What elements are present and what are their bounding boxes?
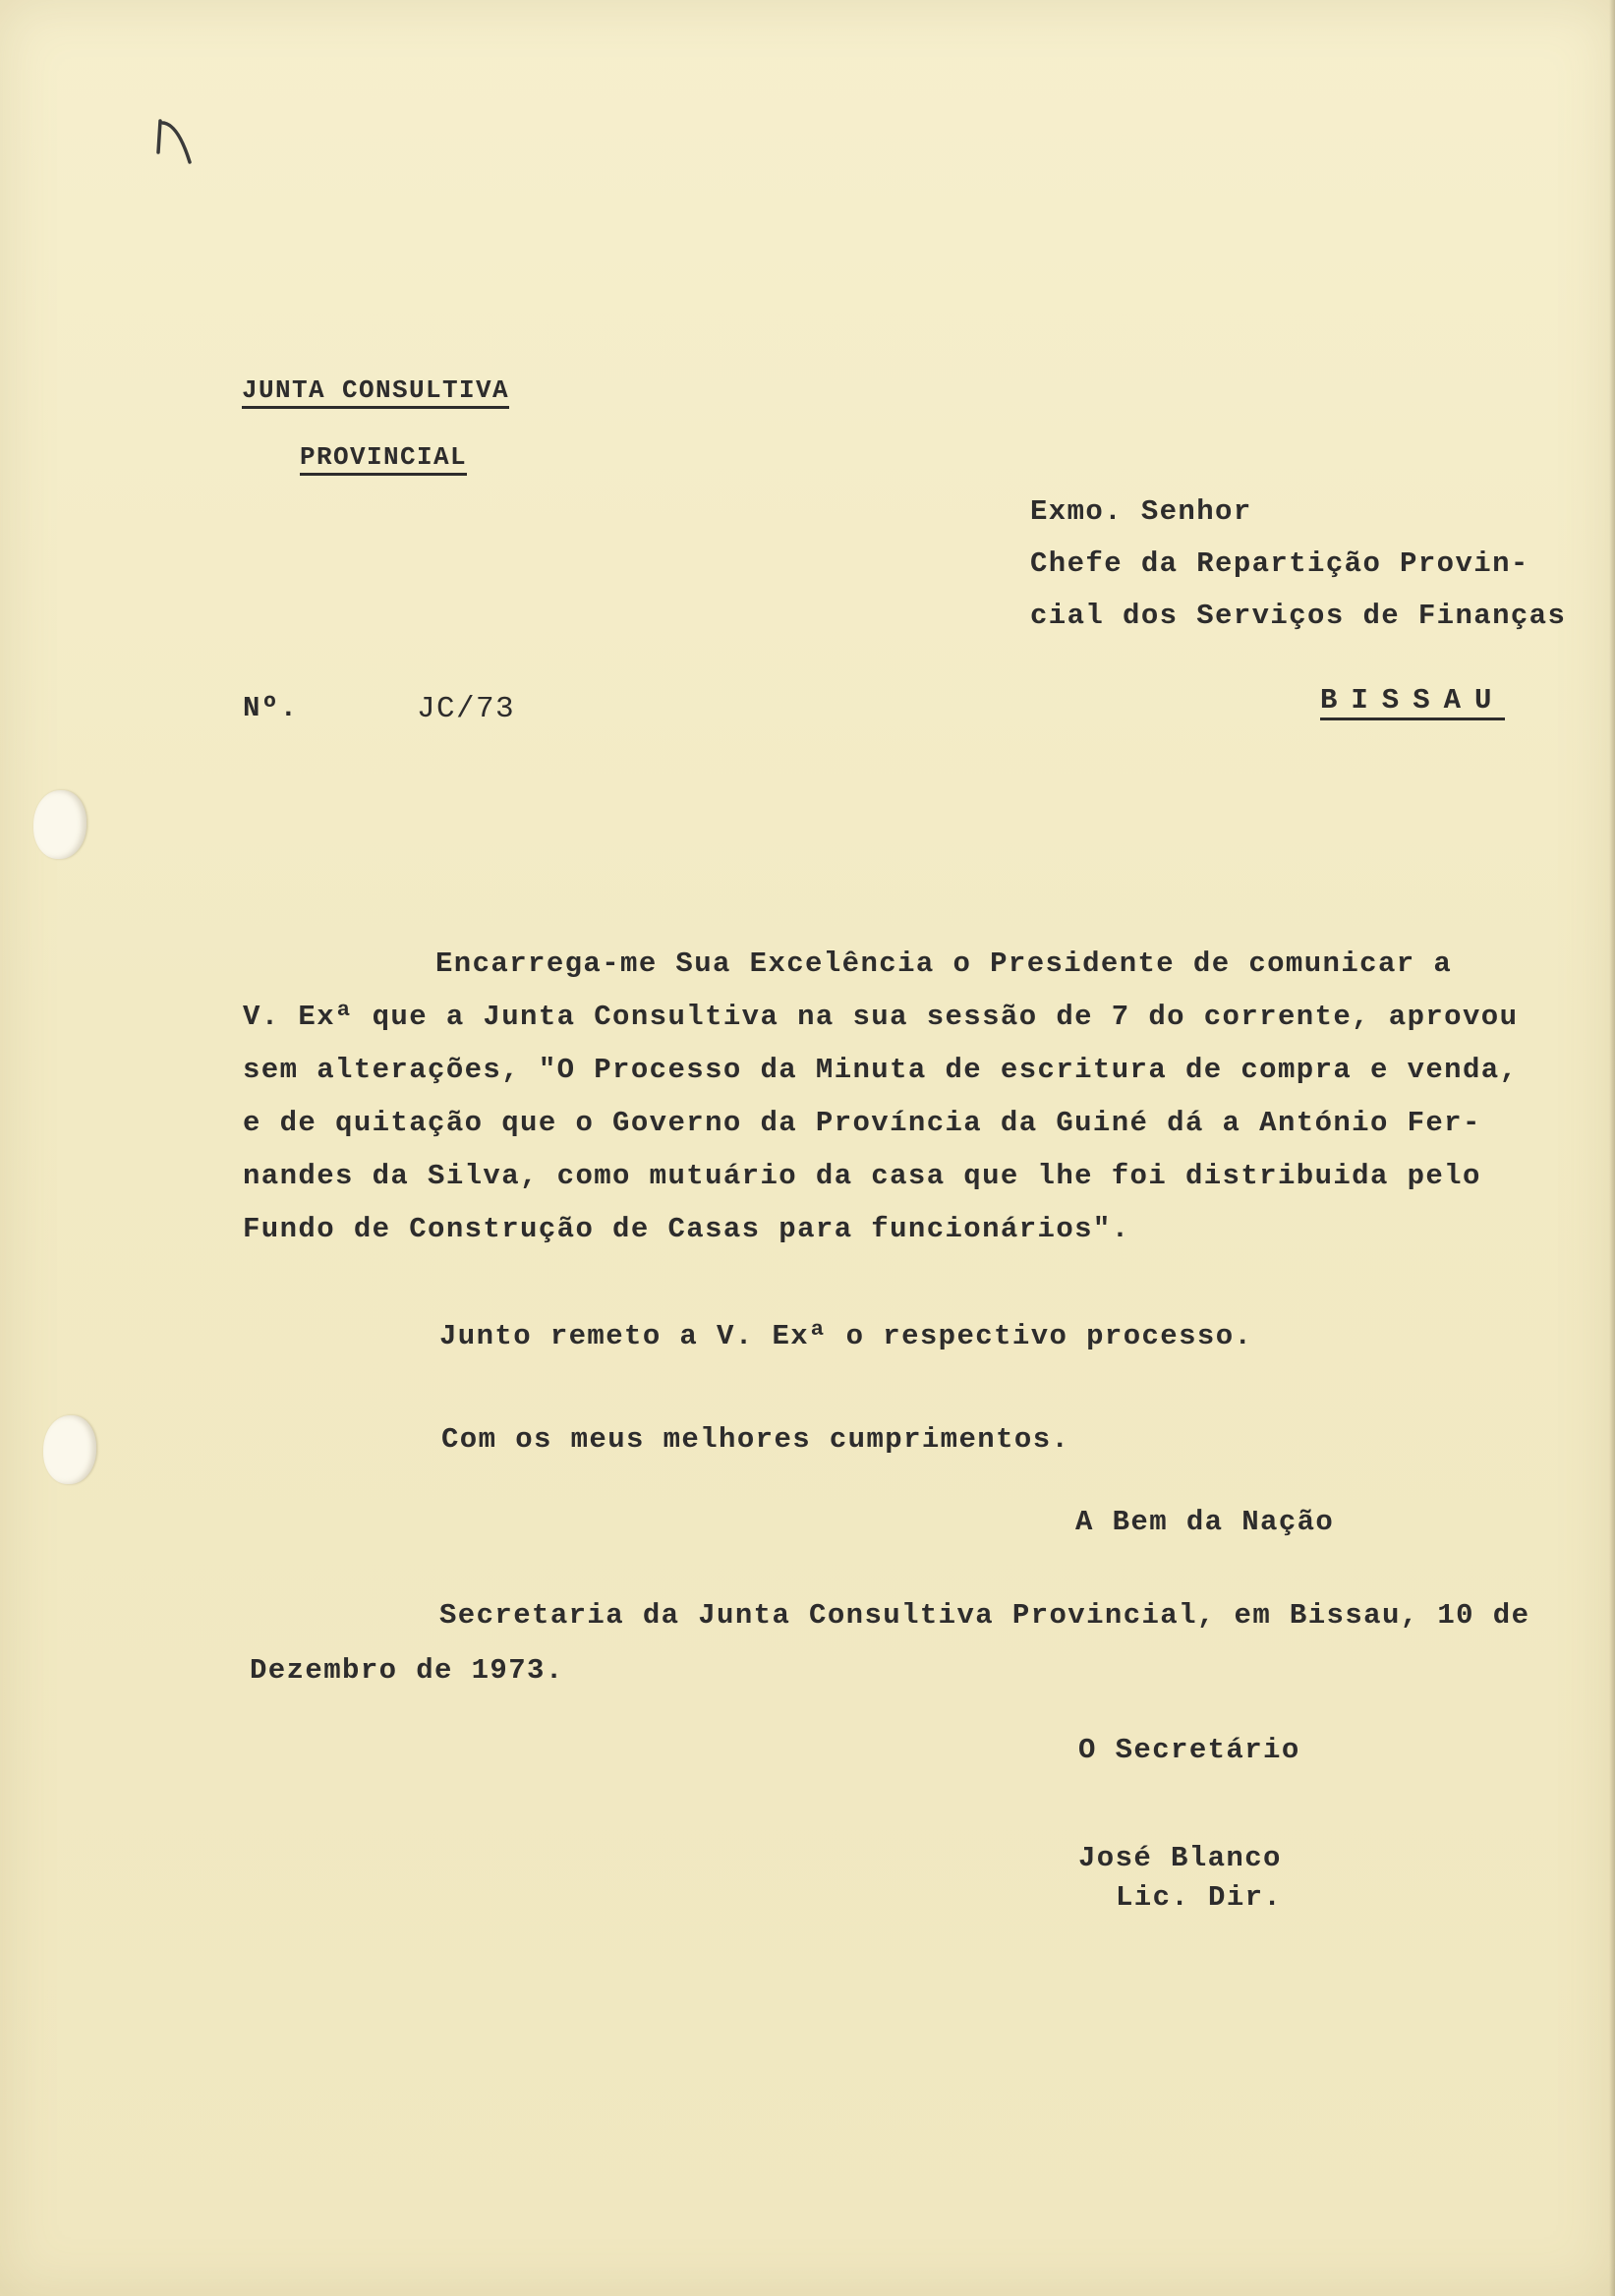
body-line: nandes da Silva, como mutuário da casa que lhe foi distribuida pelo <box>243 1160 1481 1192</box>
body-line: e de quitação que o Governo da Província da Guiné dá a António Fer- <box>243 1107 1481 1139</box>
addressee-line2: cial dos Serviços de Finanças <box>1030 600 1567 632</box>
handwritten-tick-mark <box>152 113 211 182</box>
signatory-title: O Secretário <box>1078 1734 1300 1766</box>
addressee-city: BISSAU <box>1320 684 1505 720</box>
body-line: Fundo de Construção de Casas para funcionários". <box>243 1213 1130 1245</box>
place-date-line1: Secretaria da Junta Consultiva Provincial, em Bissau, 10 de <box>439 1599 1530 1632</box>
reference-label: Nº. <box>243 692 299 724</box>
punch-hole-upper <box>33 790 87 859</box>
place-date-line2: Dezembro de 1973. <box>250 1654 564 1687</box>
signatory-name: José Blanco <box>1078 1842 1282 1874</box>
reference-number: JC/73 <box>417 692 516 726</box>
body-line: Encarrega-me Sua Excelência o Presidente de comunicar a <box>435 947 1453 980</box>
punch-hole-lower <box>43 1415 96 1484</box>
body-paragraph-enclosure: Junto remeto a V. Exª o respectivo processo. <box>439 1320 1253 1352</box>
addressee-line1: Chefe da Repartição Provin- <box>1030 547 1529 580</box>
paper-edge <box>1609 0 1615 2296</box>
body-line: sem alterações, "O Processo da Minuta de escritura de compra e venda, <box>243 1054 1519 1086</box>
letterhead-line1: JUNTA CONSULTIVA <box>242 375 509 409</box>
letterhead-line2: PROVINCIAL <box>300 442 467 476</box>
signatory-credential: Lic. Dir. <box>1116 1881 1283 1914</box>
addressee-salutation: Exmo. Senhor <box>1030 495 1252 528</box>
closing-motto: A Bem da Nação <box>1075 1506 1335 1538</box>
body-line: V. Exª que a Junta Consultiva na sua sessão de 7 do corrente, aprovou <box>243 1001 1519 1033</box>
body-paragraph-greeting: Com os meus melhores cumprimentos. <box>441 1423 1070 1456</box>
